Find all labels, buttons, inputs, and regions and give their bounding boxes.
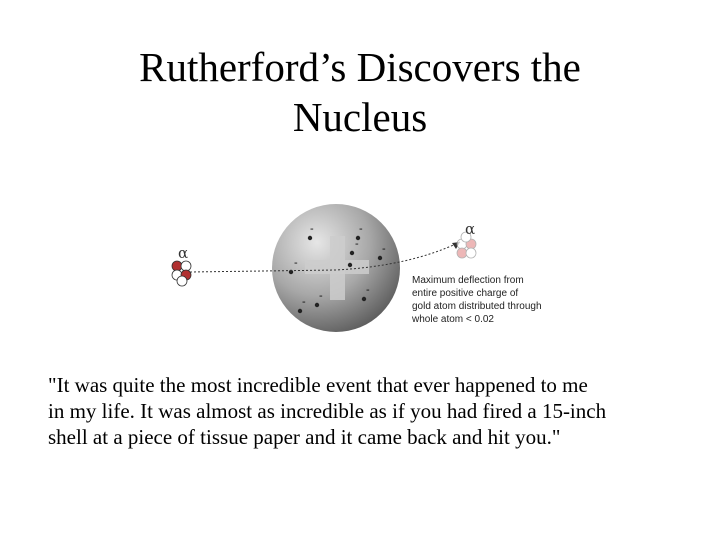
deflected-alpha-label: α [465, 220, 476, 238]
gold-atom-sphere [272, 204, 400, 332]
quote-line-2: in my life. It was almost as incredible as if you had fired a 15-inch [48, 399, 607, 423]
electron-dot [350, 251, 354, 255]
rutherford-scattering-diagram [160, 200, 560, 350]
electron-dot [308, 236, 312, 240]
electron-dot [315, 303, 319, 307]
electron-charge-label: - [382, 243, 386, 255]
electron-dot [378, 256, 382, 260]
electron-charge-label: - [302, 296, 306, 308]
slide-title-line-2: Nucleus [292, 94, 428, 140]
caption-line: whole atom < 0.02 [412, 314, 494, 325]
electron-charge-label: - [310, 223, 314, 235]
electron-charge-label: - [294, 257, 298, 269]
slide-title [60, 42, 660, 142]
incoming-alpha-label: α [178, 244, 189, 262]
caption-line: gold atom distributed through [412, 301, 542, 312]
deflection-caption [411, 275, 542, 325]
electron-dot [298, 309, 302, 313]
electron-charge-label: - [319, 290, 323, 302]
electron-charge-label: - [359, 223, 363, 235]
rutherford-quote [48, 372, 688, 450]
quote-line-1: "It was quite the most incredible event that ever happened to me [48, 373, 588, 397]
caption-line: Maximum deflection from [412, 275, 524, 286]
electron-charge-label: - [366, 284, 370, 296]
slide-title-line-1: Rutherford’s Discovers the [139, 44, 581, 90]
electron-dot [348, 263, 352, 267]
caption-line: entire positive charge of [412, 288, 519, 299]
electron-charge-label: - [355, 238, 359, 250]
quote-line-3: shell at a piece of tissue paper and it came back and hit you." [48, 425, 561, 449]
incoming-alpha-particle-icon [172, 261, 191, 286]
electron-dot [362, 297, 366, 301]
